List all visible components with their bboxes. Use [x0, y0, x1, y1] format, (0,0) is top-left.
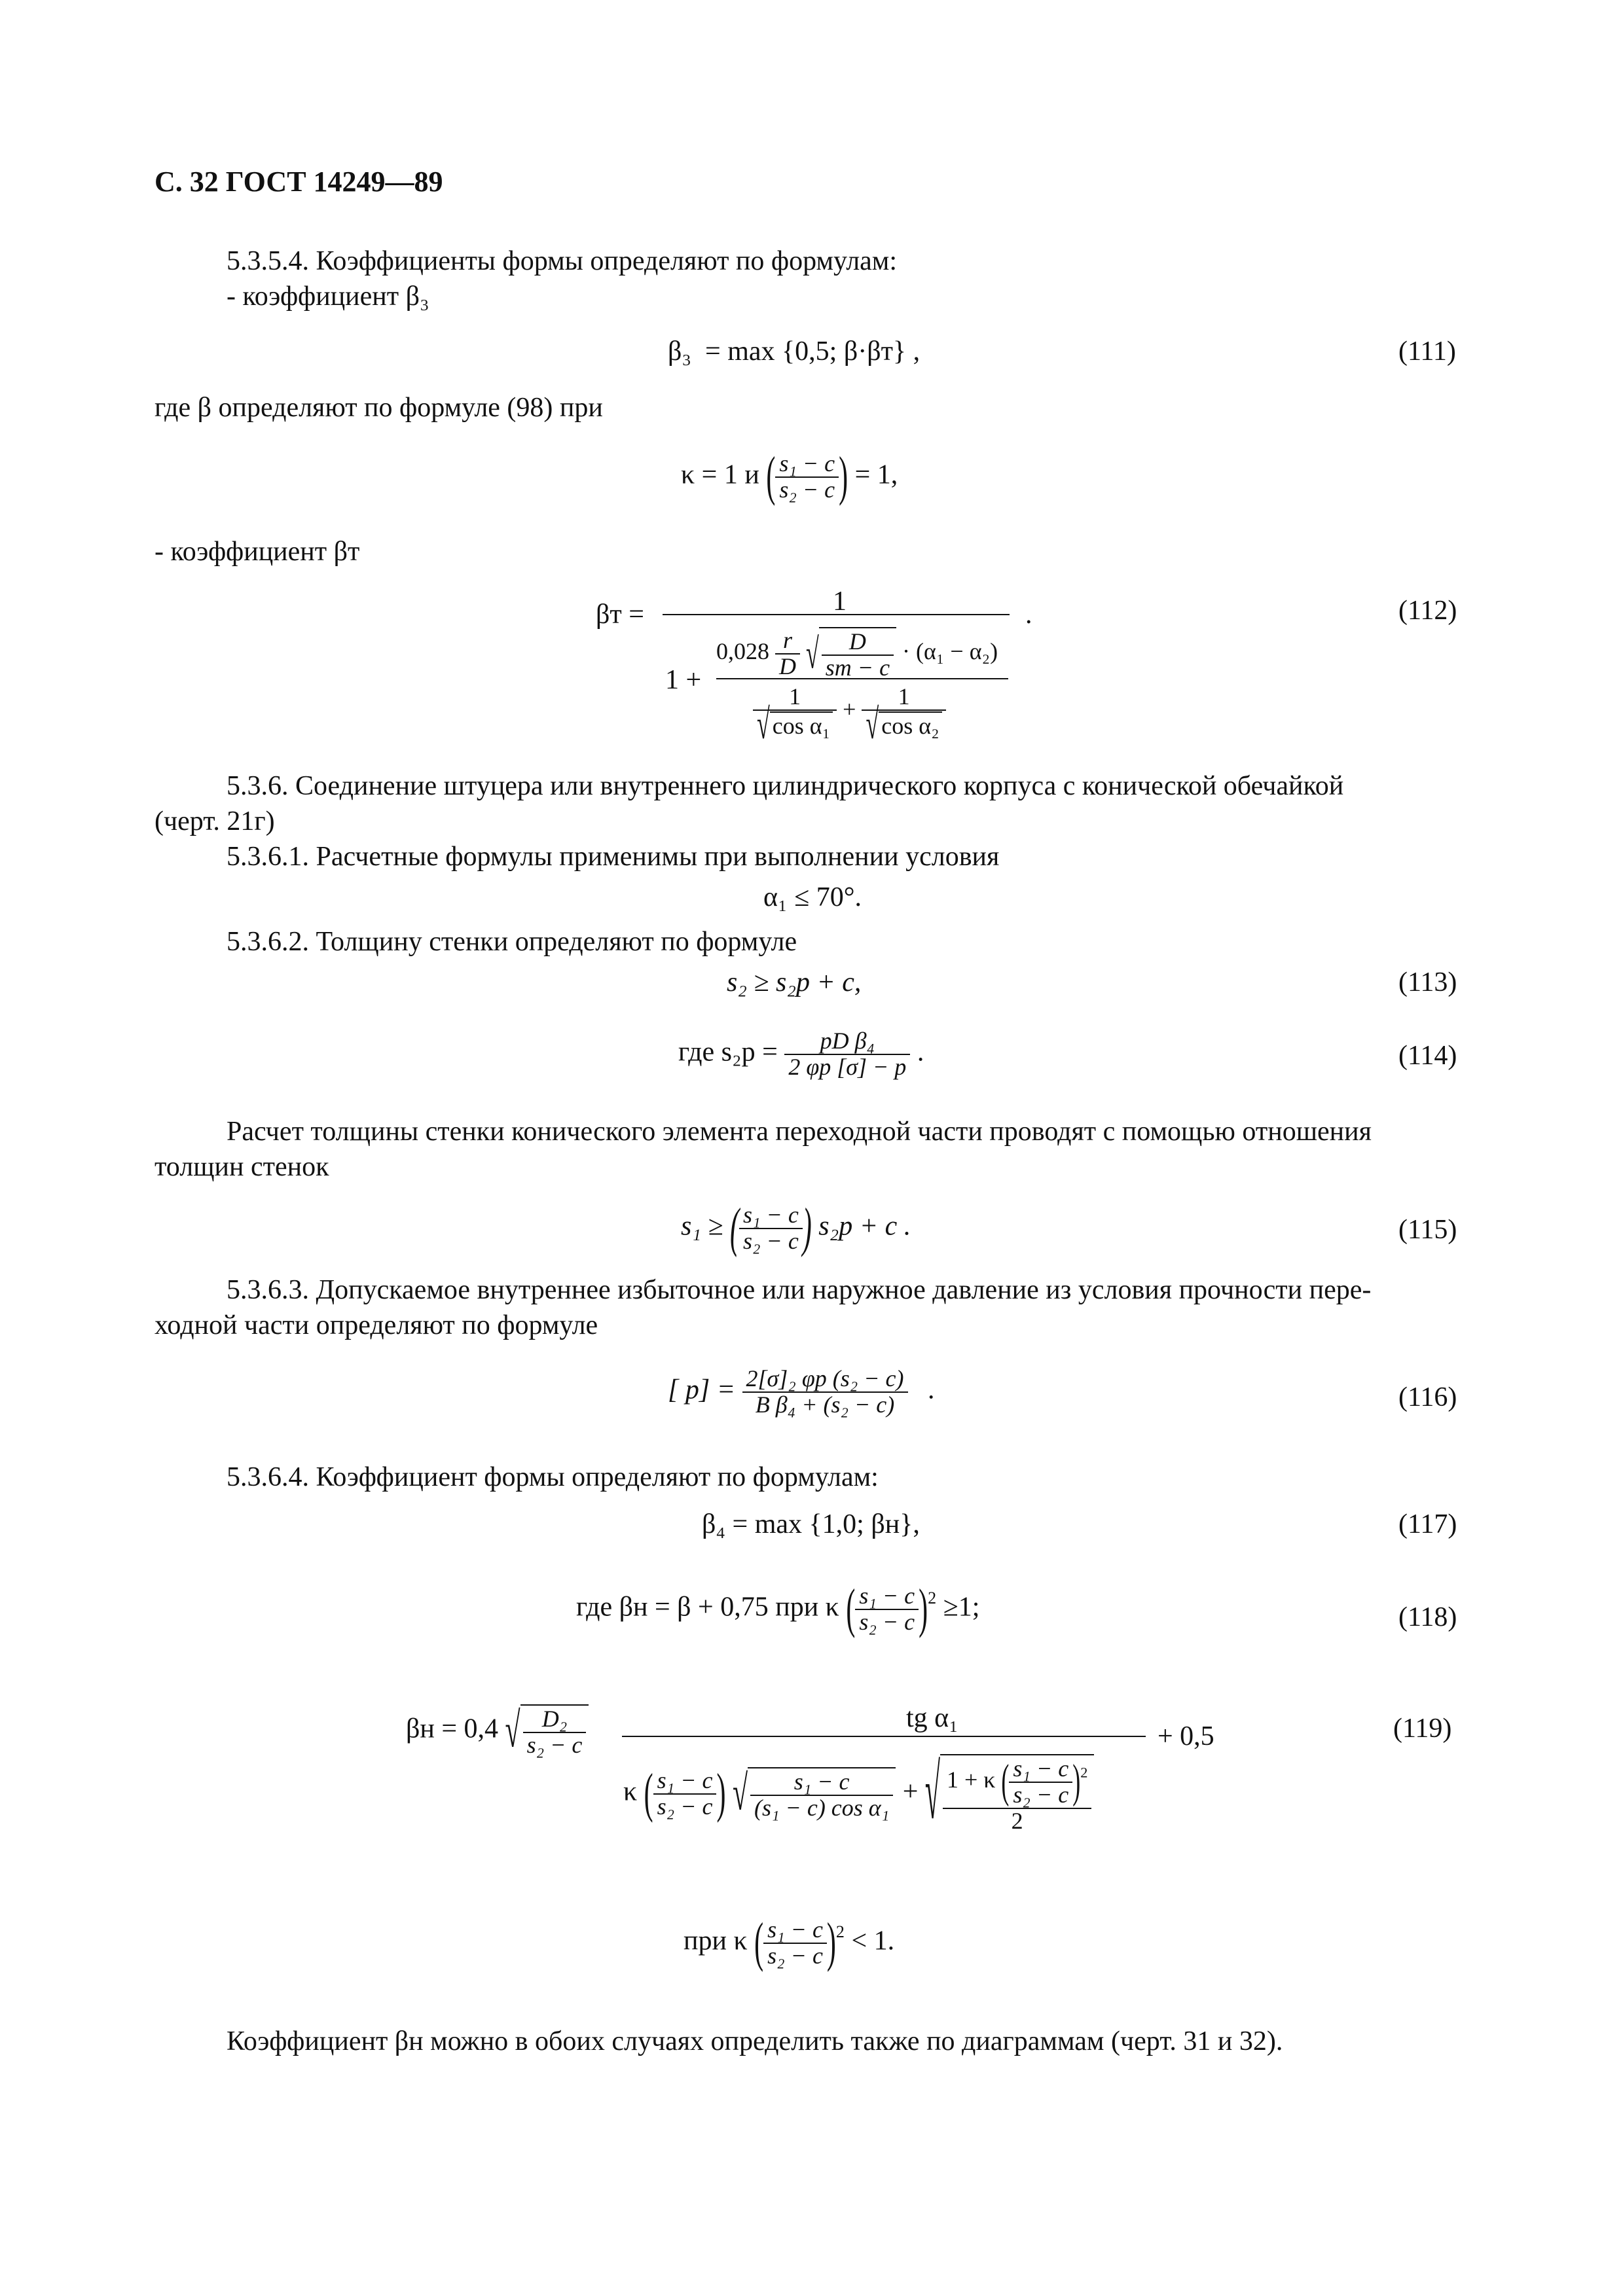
cond-kappa-k: κ = 1 и [681, 459, 759, 490]
formula-119-lhs: βн = 0,4 √ $\frac{\text{D₂}}{\text{s₂ − c}}$ [406, 1704, 589, 1758]
formula-115: s₁ ≥ ( $\frac{\text{s₁ − c}}{\text{s₂ − c}}$ ) s₂р + c . [681, 1198, 911, 1259]
formula-112-subbar [716, 678, 1008, 679]
formula-116: [ p] = $\frac{\text{2[σ]₂ φр (s₂ − c)}}{\text{B β₄ + (s₂ − c)}}$ . [668, 1365, 936, 1418]
formula-114: где s₂р = $\frac{\text{pD β₄}}{2 \varphi р [\sigma] - p}$ . [678, 1028, 924, 1080]
equation-number-119: (119) [1393, 1713, 1452, 1744]
where-beta-text: где β определяют по формуле (98) при [155, 393, 603, 423]
eq111-lhs: β₃ [668, 336, 692, 367]
formula-112-one: 1 [833, 586, 847, 617]
formula-119-tail: + 0,5 [1158, 1721, 1214, 1751]
paragraph-5364: 5.3.6.4. Коэффициент формы определяют по формулам: [227, 1462, 879, 1492]
paragraph-5362: 5.3.6.2. Толщину стенки определяют по формуле [227, 927, 797, 957]
equation-number-112: (112) [1398, 596, 1457, 626]
formula-119-mainbar [622, 1736, 1146, 1737]
paragraph-calc-line1: Расчет толщины стенки конического элемента переходной части проводят с помощью отношения [227, 1117, 1372, 1147]
formula-119-tg: tg α₁ [906, 1703, 958, 1733]
paragraph-calc-line2: толщин стенок [155, 1152, 329, 1182]
formula-112-lhs: βт = [596, 600, 644, 630]
paragraph-5363-line2: ходной части определяют по формуле [155, 1310, 598, 1340]
formula-111 [668, 338, 920, 365]
formula-117: β₄ = max {1,0; βн}, [702, 1509, 920, 1539]
equation-number-118: (118) [1398, 1602, 1457, 1632]
formula-112-upper: 0,028 $\frac{r}{D}$ √ $\frac{D}{sт - c}$ · (α₁ − α₂) [716, 627, 998, 681]
condition-alpha: α₁ ≤ 70°. [763, 882, 862, 912]
formula-112-lower: $\frac{1}{\text{√ cos α₁}}$ + $\frac{1}{\text{√ cos α₂}}$ [753, 685, 946, 738]
formula-118: где βн = β + 0,75 при κ ( $\frac{\text{s₁ − c}}{\text{s₂ − c}}$ )$^2$ ≥1; [576, 1579, 980, 1640]
paragraph-536-line2: (черт. 21г) [155, 806, 275, 836]
paragraph-536-line1: 5.3.6. Соединение штуцера или внутреннего цилиндрического корпуса с конической обечайкой [227, 771, 1344, 801]
condition-kappa: κ = 1 и ( $\frac{\text{s₁ − c}}{\text{s₂ − c}}$ ) = 1, [681, 446, 898, 507]
formula-112-mainbar [663, 614, 1010, 615]
formula-119-denominator: κ ( $\frac{\text{s₁ − c}}{\text{s₂ − c}}$ ) √ $\frac{\text{s₁ − c}}{\text{(s₁ − c) cos α₁}}$ + √ 1 + κ ( $\frac{\text{s₁ − c}}{\text{s₂ − c}}$ )$^2$ 2 [623, 1754, 1094, 1833]
equation-number-111: (111) [1398, 336, 1456, 367]
equation-number-115: (115) [1398, 1215, 1457, 1245]
eq111-rhs: = max {0,5; β·βт} , [705, 336, 921, 367]
formula-112-onep: 1 + [665, 665, 702, 695]
formula-112-dot: . [1025, 600, 1032, 630]
item-beta3: - коэффициент β₃ [227, 281, 429, 312]
equation-number-113: (113) [1398, 967, 1457, 997]
equation-number-117: (117) [1398, 1509, 1457, 1539]
cond-kappa-fraction: $\frac{\text{s₁ − c}}{\text{s₂ − c}}$ [775, 452, 839, 503]
cond-kappa-tail: = 1, [854, 459, 898, 490]
condition-119: при κ ( $\frac{\text{s₁ − c}}{\text{s₂ − c}}$ )$^2$ < 1. [684, 1912, 895, 1973]
paragraph-5354: 5.3.5.4. Коэффициенты формы определяют по формулам: [227, 246, 898, 276]
equation-number-116: (116) [1398, 1382, 1457, 1412]
paragraph-5363-line1: 5.3.6.3. Допускаемое внутреннее избыточное или наружное давление из условия прочности пере- [227, 1275, 1372, 1305]
page-header: С. 32 ГОСТ 14249—89 [155, 166, 443, 198]
paragraph-5361: 5.3.6.1. Расчетные формулы применимы при выполнении условия [227, 842, 1000, 872]
formula-113: s₂ ≥ s₂р + c, [727, 967, 862, 997]
item-beta-t: - коэффициент βт [155, 537, 360, 567]
final-paragraph: Коэффициент βн можно в обоих случаях определить также по диаграммам (черт. 31 и 32). [227, 2026, 1283, 2056]
equation-number-114: (114) [1398, 1041, 1457, 1071]
